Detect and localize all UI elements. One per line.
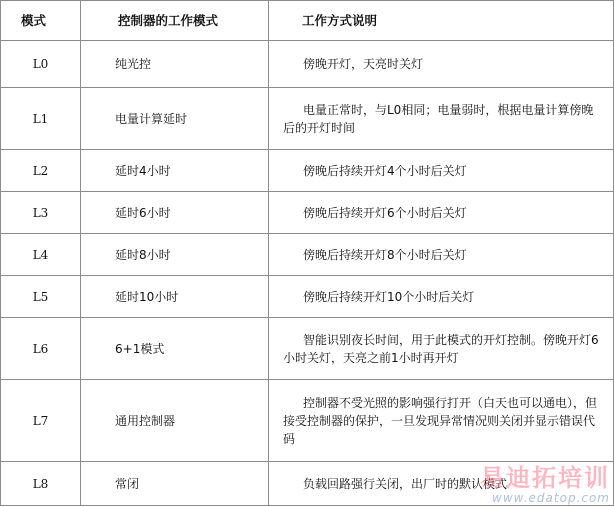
mode-description: 控制器不受光照的影响强行打开（白天也可以通电），但接受控制器的保护，一旦发现异常情况则关闭并显示错误代码 [269,380,614,462]
mode-code: L7 [1,380,81,462]
table-row [1,41,614,88]
table-row [1,380,614,462]
mode-code: L5 [1,276,81,318]
mode-description: 傍晚后持续开灯4个小时后关灯 [269,150,614,192]
mode-code: L2 [1,150,81,192]
mode-name: 延时4小时 [81,150,269,192]
table-row [1,318,614,380]
mode-code: L3 [1,192,81,234]
header-description: 工作方式说明 [269,1,614,41]
header-row [1,1,614,41]
table-row [1,192,614,234]
mode-description: 傍晚后持续开灯8个小时后关灯 [269,234,614,276]
mode-name: 电量计算延时 [81,88,269,150]
mode-name: 延时8小时 [81,234,269,276]
mode-description: 傍晚开灯，天亮时关灯 [269,41,614,88]
mode-code: L1 [1,88,81,150]
mode-name: 纯光控 [81,41,269,88]
mode-code: L8 [1,462,81,506]
table-row [1,88,614,150]
table-row [1,462,614,506]
mode-name: 6+1模式 [81,318,269,380]
mode-name: 常闭 [81,462,269,506]
table-row [1,276,614,318]
header-mode: 模式 [1,1,81,41]
mode-code: L6 [1,318,81,380]
mode-name: 延时6小时 [81,192,269,234]
mode-description: 电量正常时，与L0相同；电量弱时，根据电量计算傍晚后的开灯时间 [269,88,614,150]
watermark-url: www.edatop.com [492,491,610,505]
mode-description: 智能识别夜长时间，用于此模式的开灯控制。傍晚开灯6小时关灯，天亮之前1小时再开灯 [269,318,614,380]
watermark-text: 易迪拓培训 [480,464,610,492]
mode-name: 通用控制器 [81,380,269,462]
table-row [1,234,614,276]
mode-description: 傍晚后持续开灯6个小时后关灯 [269,192,614,234]
mode-description: 傍晚后持续开灯10个小时后关灯 [269,276,614,318]
table-row [1,150,614,192]
header-work-mode: 控制器的工作模式 [81,1,269,41]
mode-name: 延时10小时 [81,276,269,318]
mode-code: L0 [1,41,81,88]
mode-code: L4 [1,234,81,276]
mode-description: 负载回路强行关闭，出厂时的默认模式 [269,462,614,506]
